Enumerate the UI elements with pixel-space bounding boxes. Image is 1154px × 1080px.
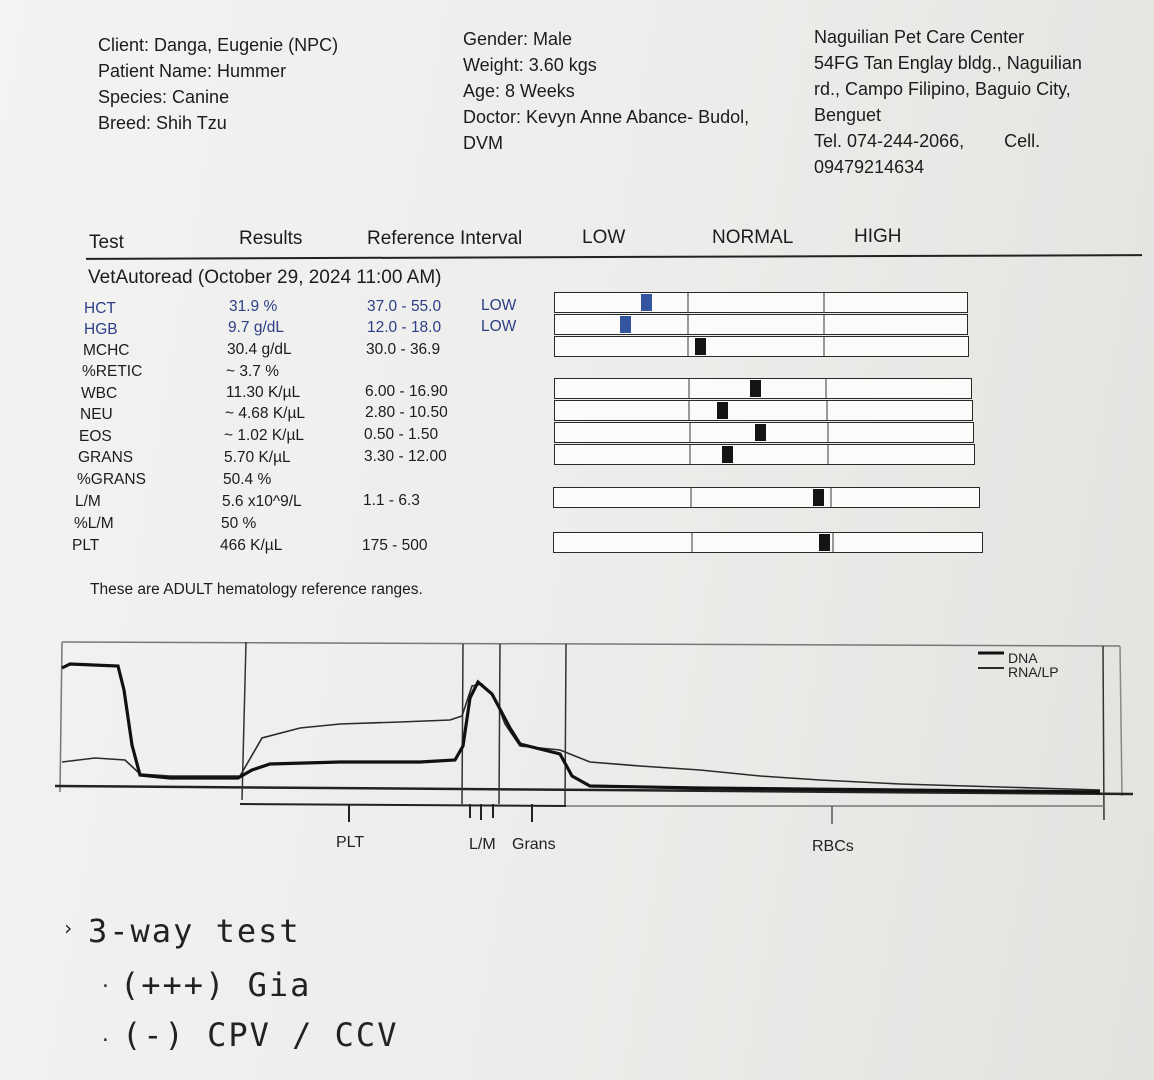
clinic-address-1: 54FG Tan Englay bldg., Naguilian bbox=[814, 53, 1082, 73]
range-bar bbox=[553, 487, 980, 508]
range-marker bbox=[819, 534, 830, 551]
range-bar bbox=[554, 378, 972, 399]
range-divider-high bbox=[823, 337, 825, 356]
legend-dna: DNA bbox=[1008, 650, 1038, 666]
row-result: 30.4 g/dL bbox=[227, 341, 292, 358]
bullet-dot-icon: · bbox=[100, 976, 113, 997]
row-result: 11.30 K/µL bbox=[226, 384, 301, 401]
range-divider-low bbox=[688, 401, 690, 420]
range-divider-low bbox=[689, 423, 691, 442]
gate-line bbox=[1103, 646, 1104, 820]
bullet-arrow-icon: › bbox=[62, 916, 77, 940]
range-marker bbox=[722, 446, 733, 463]
row-test: HGB bbox=[84, 321, 118, 338]
axis-label-lm: L/M bbox=[469, 836, 496, 853]
doctor-title: DVM bbox=[463, 133, 503, 153]
patient-info-block bbox=[463, 26, 749, 156]
row-result: 9.7 g/dL bbox=[228, 319, 285, 336]
histogram-trace-thick bbox=[62, 664, 1100, 792]
row-test: %RETIC bbox=[82, 363, 143, 380]
range-marker bbox=[620, 316, 631, 333]
histogram-left-border bbox=[60, 642, 62, 792]
row-result: ~ 4.68 K/µL bbox=[225, 405, 306, 422]
row-ref: 37.0 - 55.0 bbox=[367, 298, 442, 315]
range-bar bbox=[554, 336, 969, 357]
range-marker bbox=[641, 294, 652, 311]
doctor: Doctor: Kevyn Anne Abance- Budol, bbox=[463, 107, 750, 127]
client-block bbox=[98, 32, 338, 136]
range-divider-high bbox=[823, 293, 825, 312]
weight: Weight: 3.60 kgs bbox=[463, 55, 597, 75]
clinic-block bbox=[814, 24, 1082, 180]
row-result: 466 K/µL bbox=[220, 537, 283, 554]
range-divider-low bbox=[690, 488, 692, 507]
row-test: GRANS bbox=[78, 449, 134, 466]
col-reference: Reference Interval bbox=[367, 228, 523, 249]
range-marker bbox=[717, 402, 728, 419]
clinic-address-3: Benguet bbox=[814, 105, 882, 125]
range-divider-high bbox=[826, 401, 828, 420]
col-high: HIGH bbox=[854, 226, 902, 247]
axis-label-plt: PLT bbox=[336, 834, 365, 851]
range-marker bbox=[755, 424, 766, 441]
range-divider-low bbox=[691, 533, 693, 552]
row-ref: 3.30 - 12.00 bbox=[364, 448, 447, 465]
range-marker bbox=[750, 380, 761, 397]
row-result: 50.4 % bbox=[223, 471, 272, 488]
range-divider-low bbox=[687, 315, 689, 334]
footnote: These are ADULT hematology reference ranges. bbox=[90, 581, 423, 598]
range-bar bbox=[554, 422, 974, 443]
row-test: HCT bbox=[84, 300, 116, 317]
legend-rna-lp: RNA/LP bbox=[1008, 664, 1059, 680]
header-rule bbox=[86, 254, 1142, 260]
row-flag: LOW bbox=[481, 318, 517, 335]
row-ref: 30.0 - 36.9 bbox=[366, 341, 441, 358]
clinic-name: Naguilian Pet Care Center bbox=[814, 27, 1025, 47]
histogram-trace-thin bbox=[62, 684, 1100, 790]
clinic-tel: Tel. 074-244-2066, bbox=[814, 131, 965, 151]
row-ref: 6.00 - 16.90 bbox=[365, 383, 448, 400]
range-bar bbox=[554, 444, 975, 465]
range-divider-low bbox=[687, 293, 689, 312]
gate-line bbox=[462, 644, 463, 804]
row-ref: 12.0 - 18.0 bbox=[367, 319, 442, 336]
row-flag: LOW bbox=[481, 297, 517, 314]
gate-line bbox=[499, 644, 500, 804]
row-result: ~ 3.7 % bbox=[226, 363, 279, 380]
range-marker bbox=[813, 489, 824, 506]
histogram-top-border bbox=[62, 642, 1120, 646]
axis-label-grans: Grans bbox=[512, 836, 556, 853]
row-ref: 1.1 - 6.3 bbox=[363, 492, 420, 509]
species: Species: Canine bbox=[98, 87, 230, 107]
row-test: PLT bbox=[72, 537, 100, 554]
handwritten-line-3: (-) CPV / CCV bbox=[122, 1016, 399, 1054]
clinic-cell-label: Cell. bbox=[1004, 131, 1041, 151]
row-result: ~ 1.02 K/µL bbox=[224, 427, 305, 444]
gender: Gender: Male bbox=[463, 29, 573, 49]
range-divider-high bbox=[832, 533, 834, 552]
handwritten-line-2: (+++) Gia bbox=[120, 966, 312, 1004]
axis-ruler bbox=[240, 804, 566, 806]
row-ref: 175 - 500 bbox=[362, 537, 428, 554]
row-test: L/M bbox=[75, 493, 101, 510]
row-test: %GRANS bbox=[77, 471, 146, 488]
row-result: 5.70 K/µL bbox=[224, 449, 291, 466]
row-test: NEU bbox=[80, 406, 113, 423]
row-test: WBC bbox=[81, 385, 118, 402]
histogram-right-border bbox=[1120, 646, 1122, 796]
client-name: Client: Danga, Eugenie (NPC) bbox=[98, 35, 339, 55]
range-divider-high bbox=[827, 445, 829, 464]
clinic-cell-number: 09479214634 bbox=[814, 157, 925, 177]
gate-line bbox=[565, 644, 566, 806]
clinic-address-2: rd., Campo Filipino, Baguio City, bbox=[814, 79, 1071, 99]
row-result: 5.6 x10^9/L bbox=[222, 493, 302, 510]
col-low: LOW bbox=[582, 227, 626, 248]
range-bar bbox=[554, 400, 973, 421]
range-divider-low bbox=[687, 337, 689, 356]
range-bar bbox=[554, 314, 968, 335]
range-bar bbox=[554, 292, 968, 313]
range-divider-low bbox=[688, 379, 690, 398]
clinic-phone bbox=[814, 128, 1082, 154]
col-test: Test bbox=[89, 232, 124, 253]
run-title: VetAutoread (October 29, 2024 11:00 AM) bbox=[88, 267, 442, 288]
row-result: 31.9 % bbox=[229, 298, 278, 315]
row-ref: 2.80 - 10.50 bbox=[365, 404, 448, 421]
range-bar bbox=[553, 532, 983, 553]
col-results: Results bbox=[239, 228, 303, 249]
col-normal: NORMAL bbox=[712, 227, 794, 248]
range-divider-high bbox=[825, 379, 827, 398]
age: Age: 8 Weeks bbox=[463, 81, 575, 101]
handwritten-line-1: 3-way test bbox=[88, 912, 301, 950]
range-divider-high bbox=[823, 315, 825, 334]
bullet-dot-icon: · bbox=[100, 1030, 113, 1051]
breed: Breed: Shih Tzu bbox=[98, 113, 227, 133]
range-divider-high bbox=[827, 423, 829, 442]
range-divider-high bbox=[830, 488, 832, 507]
histogram bbox=[0, 620, 1154, 880]
row-test: %L/M bbox=[74, 515, 114, 532]
row-result: 50 % bbox=[221, 515, 257, 532]
range-marker bbox=[695, 338, 706, 355]
row-test: EOS bbox=[79, 428, 112, 445]
row-test: MCHC bbox=[83, 342, 130, 359]
axis-label-rbcs: RBCs bbox=[812, 838, 854, 855]
range-divider-low bbox=[689, 445, 691, 464]
row-ref: 0.50 - 1.50 bbox=[364, 426, 439, 443]
patient-name: Patient Name: Hummer bbox=[98, 61, 287, 81]
